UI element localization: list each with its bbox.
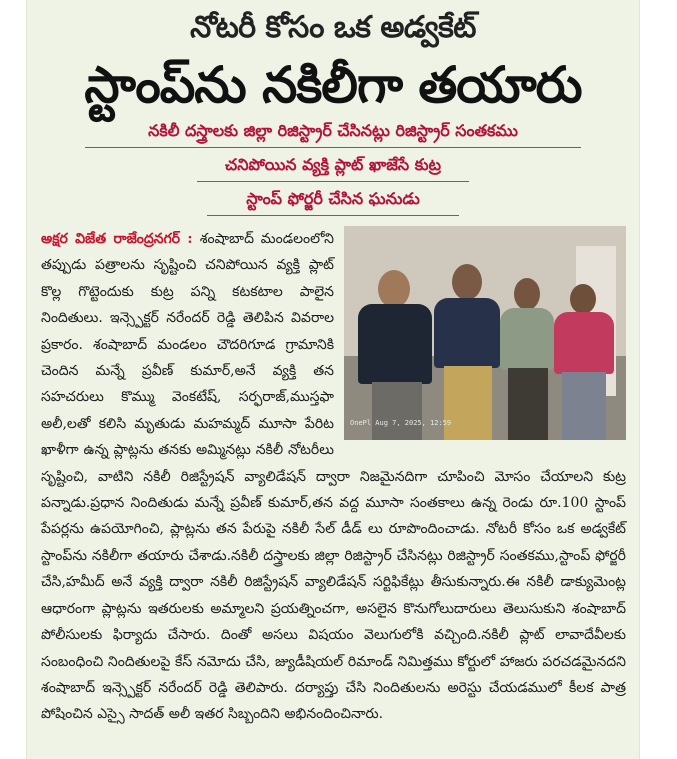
subheading-divider: [85, 147, 581, 148]
byline: అక్షర విజేత రాజేంద్రనగర్ :: [41, 231, 200, 247]
subheading-divider: [207, 215, 459, 216]
subheading-divider: [197, 181, 469, 182]
article-text: శంషాబాద్ మండలంలోని తప్పుడు పత్రాలను సృష్టించి చనిపోయిన వ్యక్తి ప్లాట్ కొల్ల గొట్టెందుకు కుట్ర పన్ని కటకటాల పాలైన నిందితులు. ఇన్స్పెక్టర్ నరేందర్ రెడ్డి తెలిపిన వివరాల ప్రకారం. శంషాబాద్ మండలం చౌదరిగూడ గ్రామానికి చెందిన మన్నే ప్రవీణ్ కుమార్,అనే వ్యక్తి తన సహచరులు కొమ్ము వెంకటేష్, సర్ఫరాజ్,ముస్తఫా అలీ,లతో కలిసి మృతుడు మహమ్మద్ మూసా పేరిట ఖాళీగా ఉన్న ప్లాట్లను తనకు అమ్మినట్లు నకిలీ నోటరీలు సృష్టించి, వాటిని నకిలీ రిజిస్ట్రేషన్ వ్యాలిడేషన్ ద్వారా నిజమైనదిగా చూపించి మోసం చేయాలని కుట్ర పన్నాడు.ప్రధాన నిందితుడు మన్నే ప్రవీణ్ కుమార్,తన వద్ద మూసా సంతకాలు ఉన్న రెండు రూ.100 స్టాంప్ పేపర్లను ఉపయోగించి, ప్లాట్లను తన పేరుపై నకిలీ సేల్ డీడ్ లు రూపొందించాడు. నోటరీ కోసం ఒక అడ్వకేట్ స్టాంప్‌ను నకిలీగా తయారు చేశాడు.నకిలీ దస్త్రాలకు జిల్లా రిజిస్ట్రార్ చేసినట్లు రిజిస్ట్రార్ సంతకము,స్టాంప్ ఫోర్జరీ చేసి,హమీద్ అనే వ్యక్తి ద్వారా నకిలీ రిజిస్ట్రేషన్ వ్యాలిడేషన్ సర్టిఫికేట్లు తీసుకున్నారు.ఈ నకిలీ డాక్యుమెంట్ల ఆధారంగా ప్లాట్లను ఇతరులకు అమ్మాలని ప్రయత్నించగా, అసలైన కొనుగోలుదారులు తెలుసుకుని శంషాబాద్ పోలీసులకు ఫిర్యాదు చేసారు. దింతో అసలు విషయం వెలుగులోకి వచ్చింది.నకిలీ ప్లాట్ లావాదేవీలకు సంబంధించి నిందితులపై కేస్ నమోదు చేసి, జ్యుడీషియల్ రిమాండ్ నిమిత్తము కోర్టులో హాజరు పరచడమైనదని శంషాబాద్ ఇన్స్పెక్టర్ నరేందర్ రెడ్డి తెలిపారు. దర్యాప్తు చేసి నిందితులను అరెస్టు చేయడములో కీలక పాత్ర పోషించిన ఎస్సై సాదత్ అలీ ఇతర సిబ్బందిని అభినందించినారు.: [41, 231, 626, 723]
subheading-3: స్టాంప్ ఫోర్జరీ చేసిన ఘనుడు: [246, 189, 420, 208]
kicker-headline: నోటరీ కోసం ఒక అడ్వకేట్: [190, 10, 476, 45]
accused-group-photo: [344, 226, 626, 440]
subheading-2: చనిపోయిన వ్యక్తి ప్లాట్ ఖాజేసే కుట్ర: [225, 155, 441, 174]
main-headline: స్టాంప్‌ను నకిలీగా తయారు: [84, 56, 582, 114]
photo-timestamp: OnePl Aug 7, 2025, 12:59: [350, 418, 452, 427]
subheading-1: నకిలీ దస్త్రాలకు జిల్లా రిజిస్ట్రార్ చేసినట్లు రిజిస్ట్రార్ సంతకము: [148, 121, 518, 140]
news-clipping: [26, 0, 640, 759]
article-body: [41, 226, 626, 728]
